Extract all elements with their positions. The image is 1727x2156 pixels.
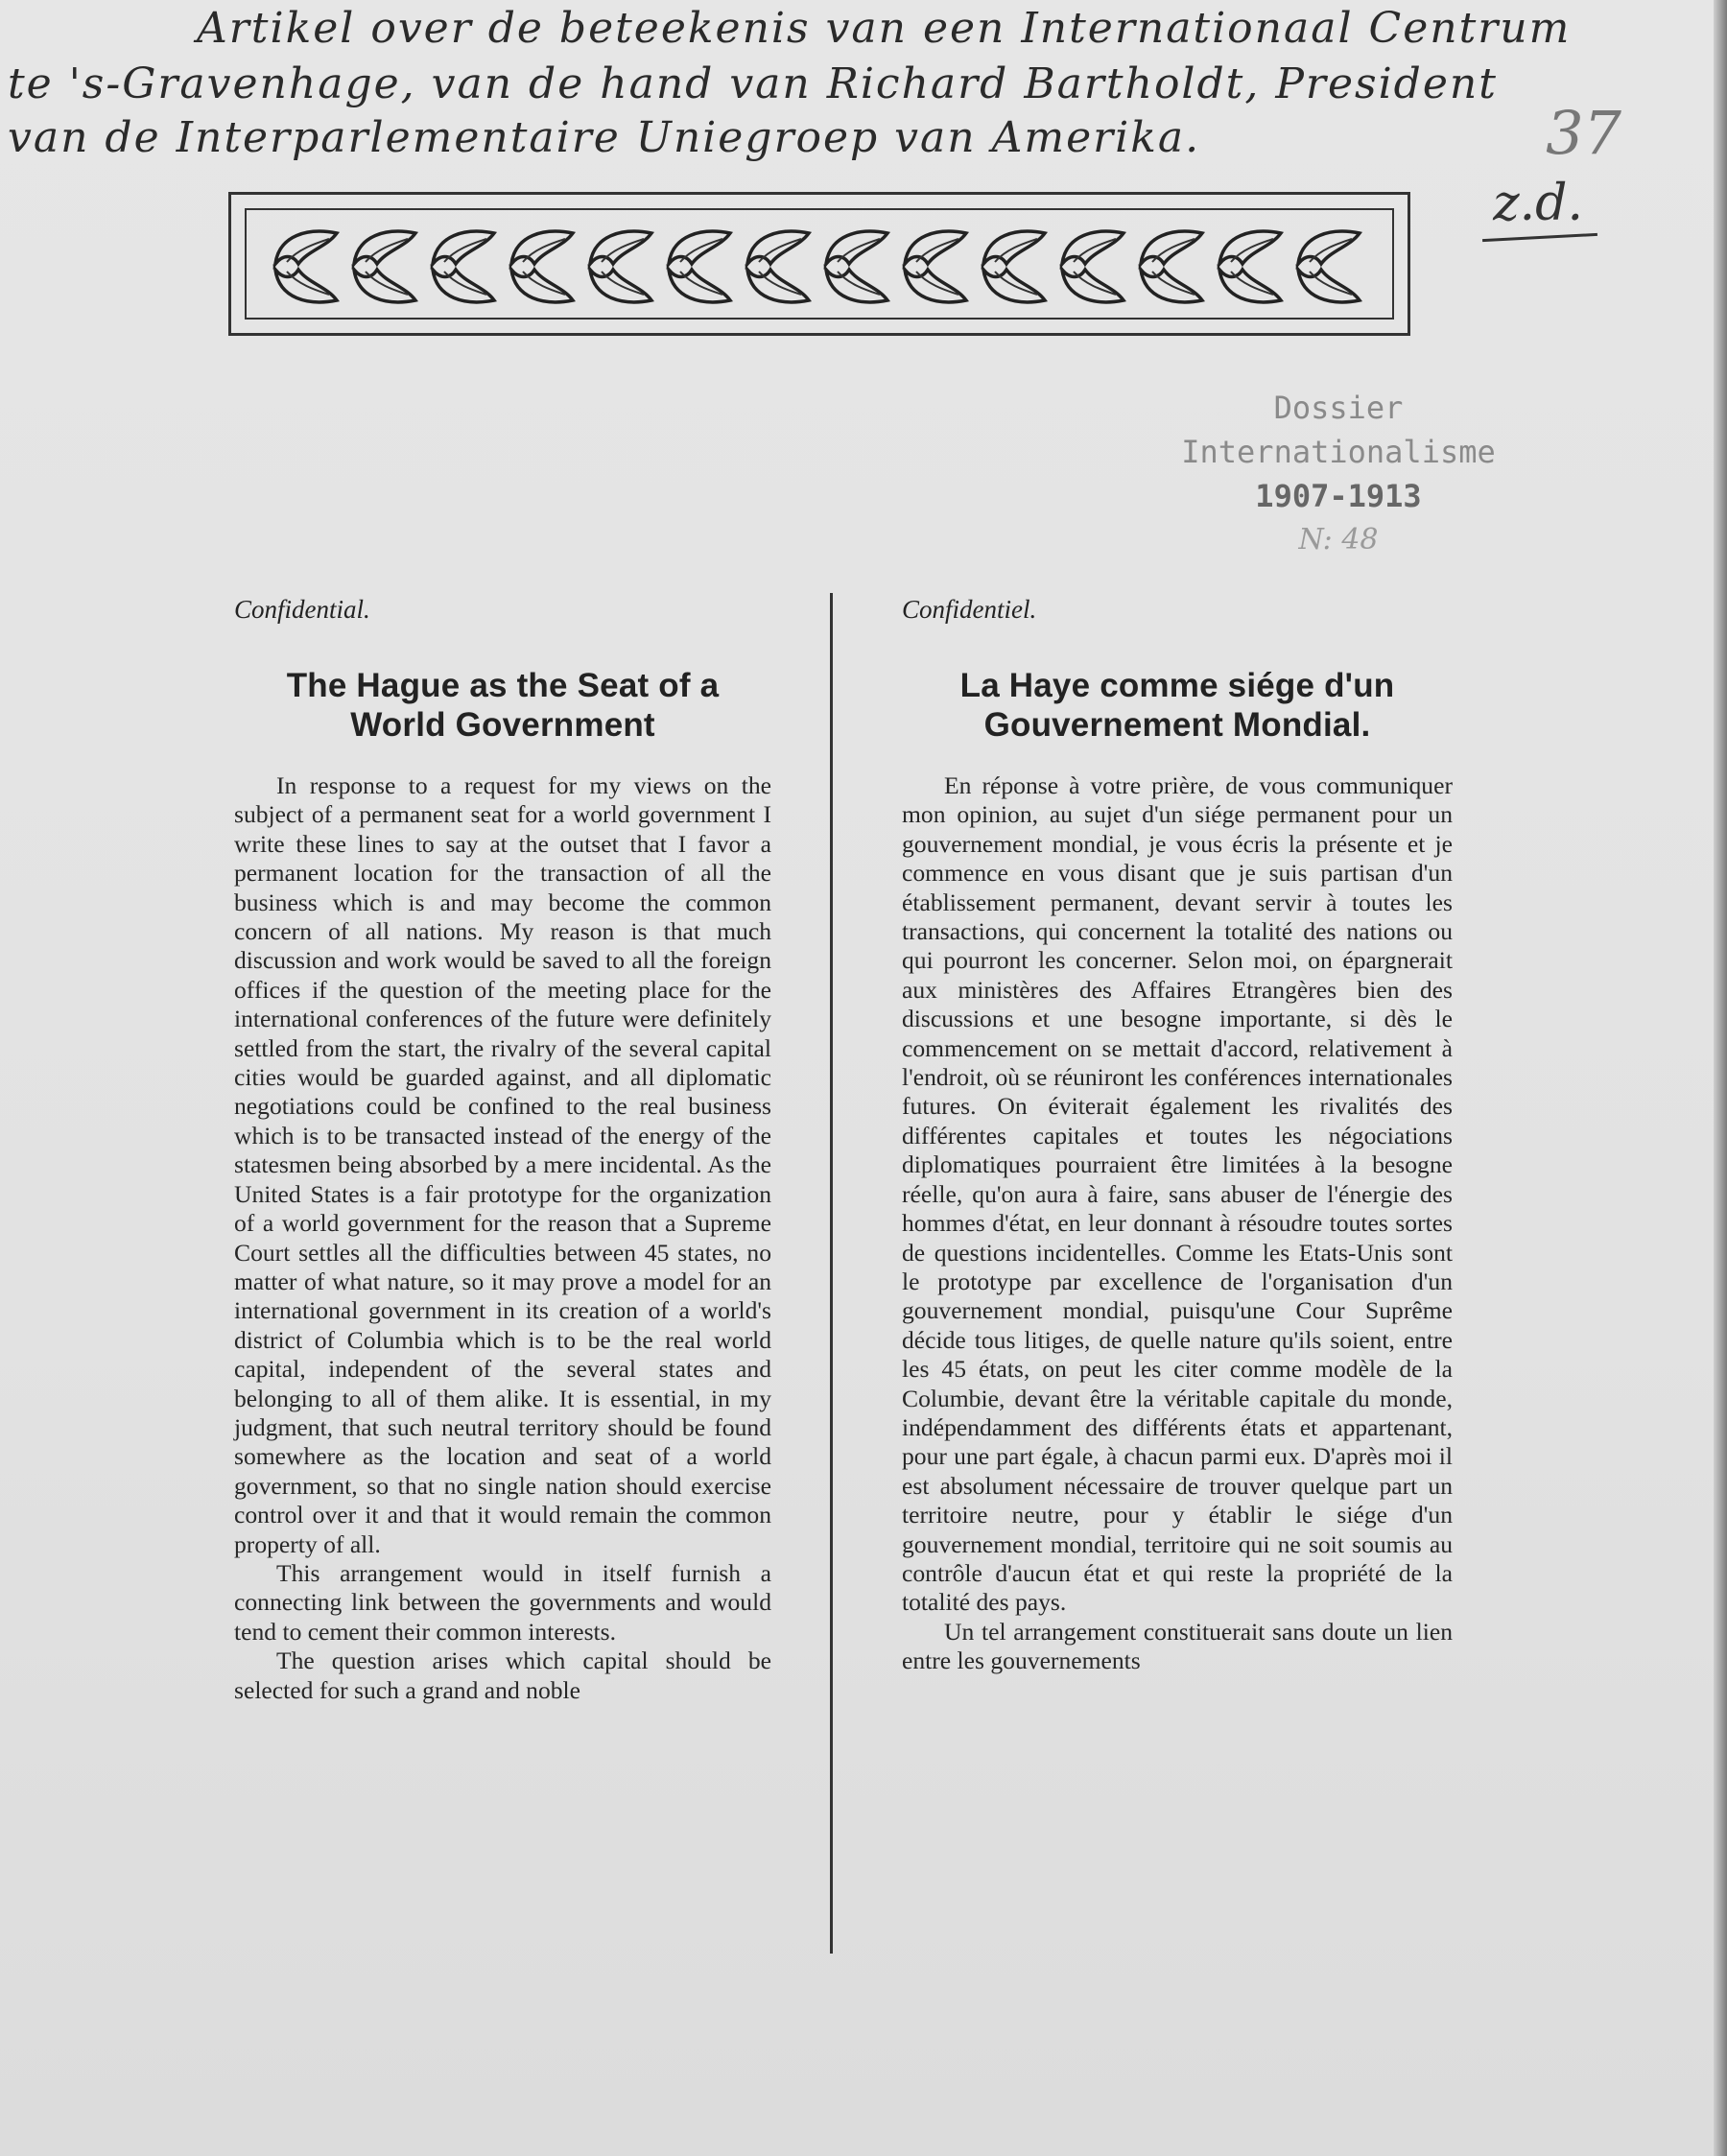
decorative-banner	[228, 192, 1410, 336]
leaf-motif	[1298, 231, 1360, 302]
paragraph: This arrangement would in itself furnish a connecting link between the governments and would tend to cement their common interests.	[234, 1558, 771, 1646]
leaf-ornament-icon	[270, 225, 1375, 308]
leaf-motif	[590, 231, 651, 302]
page-edge-shadow	[1714, 0, 1727, 2156]
french-column	[902, 595, 1453, 1676]
archive-stamp	[1161, 386, 1516, 562]
leaf-motif	[747, 231, 809, 302]
english-column	[234, 595, 771, 1705]
handwritten-note-line: Artikel over de beteekenis van een Internationaal Centrum	[197, 4, 1572, 53]
stamp-years: 1907-1913	[1255, 478, 1422, 514]
stamp-number: N: 48	[1298, 523, 1379, 557]
leaf-motif	[669, 231, 730, 302]
leaf-motif	[905, 231, 966, 302]
zd-mark: z.d.	[1493, 175, 1583, 232]
article-body	[234, 771, 771, 1705]
handwritten-note-line: van de Interparlementaire Uniegroep van Amerika.	[8, 113, 1201, 162]
column-divider	[830, 593, 833, 1954]
stamp-line: Dossier	[1273, 390, 1404, 426]
paragraph: Un tel arrangement constituerait sans doute un lien entre les gouvernements	[902, 1617, 1453, 1675]
leaf-motif	[354, 231, 415, 302]
page-number-mark: 37	[1546, 98, 1621, 168]
article-title: The Hague as the Seat of a World Government	[286, 667, 720, 744]
zd-underline	[1482, 233, 1597, 242]
leaf-motif	[275, 231, 337, 302]
confidential-label: Confidentiel.	[902, 595, 1037, 624]
leaf-motif	[1141, 231, 1202, 302]
leaf-motif	[1219, 231, 1281, 302]
article-title: La Haye comme siége d'un Gouvernement Mondial.	[959, 667, 1395, 744]
paragraph: In response to a request for my views on the subject of a permanent seat for a world government I write these lines to say at the outset that I favor a permanent location for the transaction of all the business which is and may become the common concern of all nations. My reason is that much discussion and work would be saved to all the foreign offices if the question of the meeting place for the international conferences of the future were definitely settled from the start, the rivalry of the several capital cities would be guarded against, and all diplomatic negotiations could be confined to the real business which is to be transacted instead of the energy of the statesmen being absorbed by a mere incidental. As the United States is a fair prototype for the organization of a world government for the reason that a Supreme Court settles all the difficulties between 45 states, no matter of what nature, so it may prove a model for an international government in its creation of a world's district of Columbia which is to be the real world capital, independent of the several states and belonging to all of them alike. It is essential, in my judgment, that such neutral territory should be found somewhere as the location and seat of a world government, so that no single nation should exercise control over it and that it would remain the common property of all.	[234, 771, 771, 1558]
stamp-line: Internationalisme	[1181, 434, 1496, 470]
paragraph: En réponse à votre prière, de vous communiquer mon opinion, au sujet d'un siége permanent pour un gouvernement mondial, je vous écris la présente et je commence en vous disant que je suis partisan d'un établissement permanent, devant servir à toutes les transactions, qui concernent la totalité des nations ou qui pourront les concerner. Selon moi, on épargnerait aux ministères des Affaires Etrangères bien des discussions et une besogne importante, si dès le commencement on se mettait d'accord, relativement à l'endroit, où se réuniront les conférences internationales futures. On éviterait également les rivalités des différentes capitales et toutes les négociations diplomatiques pourraient être limitées à la besogne réelle, qu'on aura à faire, sans abuser de l'énergie des hommes d'état, en leur donnant à résoudre toutes sortes de questions incidentelles. Comme les Etats-Unis sont le prototype par excellence de l'organisation d'un gouvernement mondial, puisqu'une Cour Suprême décide tous litiges, de quelle nature qu'ils soient, entre les 45 états, on peut les citer comme modèle de la Columbie, devant être la véritable capitale du monde, indépendamment des différents états et appartenant, pour une part égale, à chacun parmi eux. D'après moi il est absolument nécessaire de trouver quelque part un territoire neutre, pour y établir le siége d'un gouvernement mondial, territoire qui ne soit soumis au contrôle d'aucun état et qui reste la propriété de la totalité des pays.	[902, 771, 1453, 1617]
article-body	[902, 771, 1453, 1676]
paragraph: The question arises which capital should be selected for such a grand and noble	[234, 1647, 771, 1704]
leaf-motif	[1062, 231, 1124, 302]
handwritten-note-line: te 's-Gravenhage, van de hand van Richard Bartholdt, President	[8, 59, 1498, 108]
leaf-motif	[826, 231, 887, 302]
leaf-motif	[983, 231, 1045, 302]
leaf-motif	[511, 231, 573, 302]
confidential-label: Confidential.	[234, 595, 370, 624]
leaf-motif	[433, 231, 494, 302]
